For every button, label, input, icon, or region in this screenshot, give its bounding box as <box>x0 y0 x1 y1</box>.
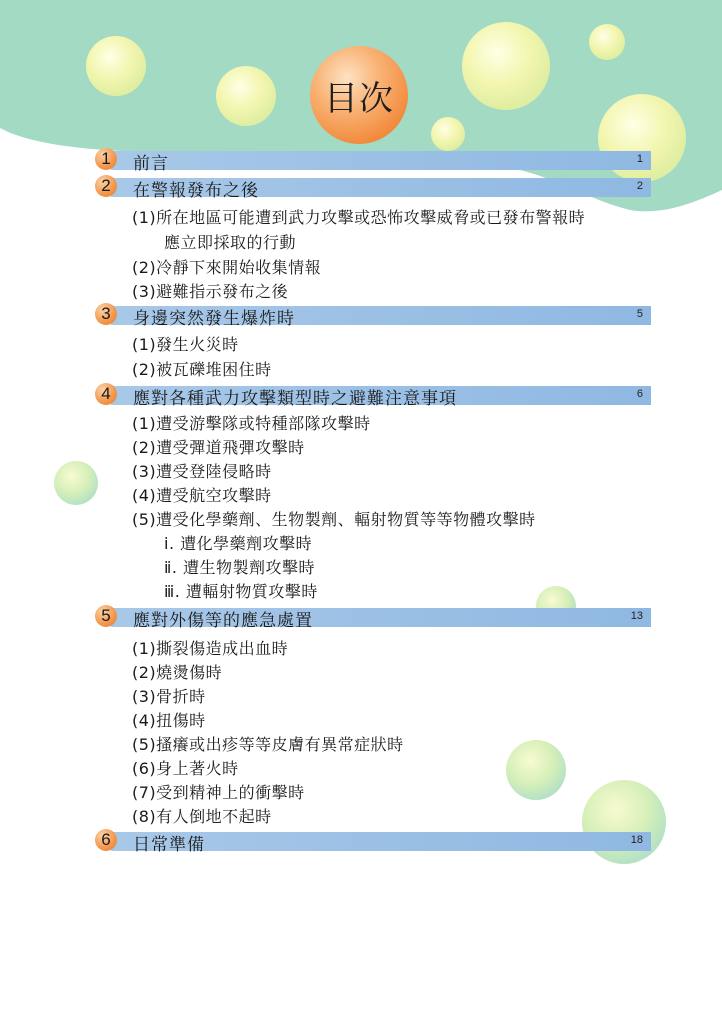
toc-item[interactable]: (3)避難指示發布之後 <box>132 282 289 301</box>
section-number-badge: 6 <box>95 829 117 851</box>
toc-item[interactable]: (7)受到精神上的衝擊時 <box>132 783 305 802</box>
section-number-badge: 4 <box>95 383 117 405</box>
section-title: 前言 <box>133 154 169 174</box>
toc-section-5[interactable] <box>95 605 655 629</box>
section-page-number: 6 <box>636 388 643 400</box>
section-number-badge: 3 <box>95 303 117 325</box>
toc-item[interactable]: (4)扭傷時 <box>132 711 206 730</box>
toc-section-1[interactable] <box>95 148 655 172</box>
section-page-number: 5 <box>636 308 643 320</box>
toc-item[interactable]: (2)冷靜下來開始收集情報 <box>132 258 322 277</box>
toc-item[interactable]: (3)遭受登陸侵略時 <box>132 462 272 481</box>
section-number-badge: 2 <box>95 175 117 197</box>
toc-subitem[interactable]: ⅲ. 遭輻射物質攻擊時 <box>164 582 318 601</box>
toc-item[interactable]: (2)燒燙傷時 <box>132 663 223 682</box>
toc-item[interactable]: (6)身上著火時 <box>132 759 239 778</box>
toc-item[interactable]: (3)骨折時 <box>132 687 206 706</box>
toc-section-4[interactable] <box>95 383 655 407</box>
section-title: 日常準備 <box>133 835 205 855</box>
section-title: 應對外傷等的應急處置 <box>133 611 313 631</box>
section-number-badge: 1 <box>95 148 117 170</box>
toc-item[interactable]: (8)有人倒地不起時 <box>132 807 272 826</box>
toc-subitem[interactable]: ⅱ. 遭生物製劑攻擊時 <box>164 558 315 577</box>
page-title: 目次 <box>324 78 394 119</box>
section-page-number: 13 <box>630 610 643 622</box>
toc-section-6[interactable] <box>95 829 655 853</box>
section-page-number: 1 <box>636 153 643 165</box>
toc-item[interactable]: (1)遭受游擊隊或特種部隊攻擊時 <box>132 414 371 433</box>
section-title: 在警報發布之後 <box>133 181 259 201</box>
toc-section-2[interactable] <box>95 175 655 199</box>
toc-item[interactable]: (2)遭受彈道飛彈攻擊時 <box>132 438 305 457</box>
toc-item[interactable]: (1)所在地區可能遭到武力攻擊或恐怖攻擊威脅或已發布警報時 <box>132 208 586 227</box>
section-title: 身邊突然發生爆炸時 <box>133 309 295 329</box>
toc-item[interactable]: (1)發生火災時 <box>132 335 239 354</box>
section-bar <box>111 151 651 170</box>
toc-item-continued[interactable]: 應立即採取的行動 <box>164 233 297 252</box>
toc-item[interactable]: (4)遭受航空攻擊時 <box>132 486 272 505</box>
section-number-badge: 5 <box>95 605 117 627</box>
toc-subitem[interactable]: ⅰ. 遭化學藥劑攻擊時 <box>164 534 313 553</box>
section-page-number: 2 <box>636 180 643 192</box>
toc-item[interactable]: (2)被瓦礫堆困住時 <box>132 360 272 379</box>
toc-item[interactable]: (5)搔癢或出疹等等皮膚有異常症狀時 <box>132 735 404 754</box>
section-page-number: 18 <box>630 834 643 846</box>
toc-item[interactable]: (5)遭受化學藥劑、生物製劑、輻射物質等等物體攻擊時 <box>132 510 536 529</box>
section-title: 應對各種武力攻擊類型時之避難注意事項 <box>133 389 457 409</box>
toc-item[interactable]: (1)撕裂傷造成出血時 <box>132 639 289 658</box>
toc-section-3[interactable] <box>95 303 655 327</box>
